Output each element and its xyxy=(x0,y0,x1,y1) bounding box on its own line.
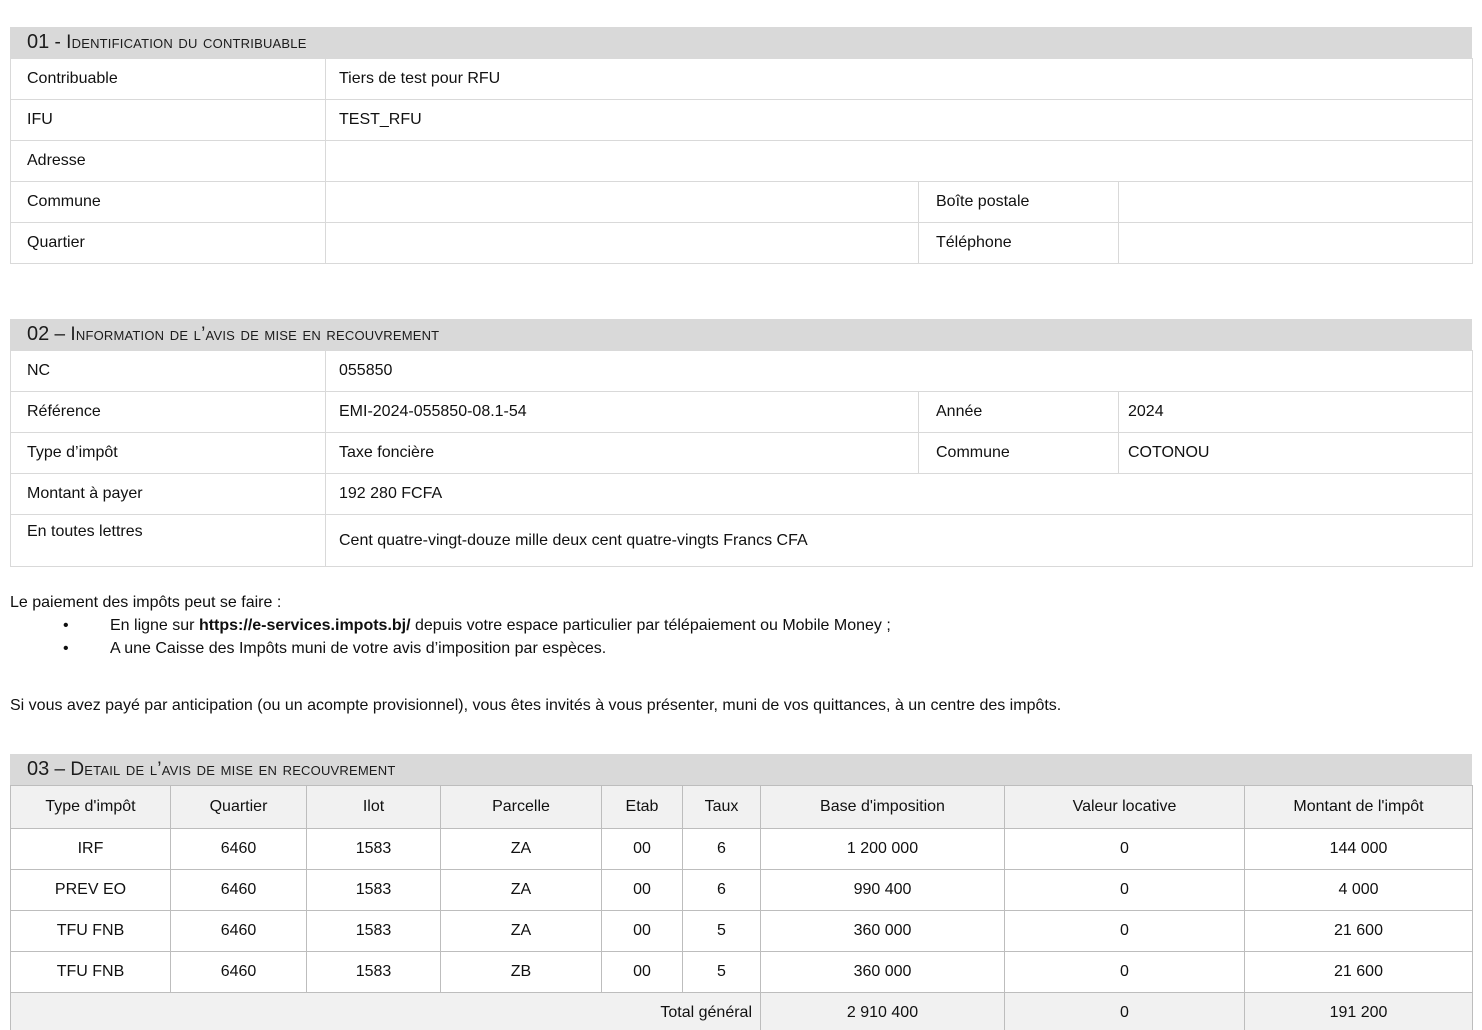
row-reference xyxy=(11,392,1473,433)
section-02-title: Information de l’avis de mise en recouvrement xyxy=(70,324,440,345)
col-header-ilot: Ilot xyxy=(307,786,441,829)
online-payment-pre: En ligne sur xyxy=(110,617,199,634)
payment-intro: Le paiement des impôts peut se faire : xyxy=(10,594,282,611)
section-01-separator: - xyxy=(49,32,67,53)
cell-taux: 5 xyxy=(683,911,761,952)
cell-etab: 00 xyxy=(602,952,683,993)
table-row xyxy=(11,911,1473,952)
cell-base: 990 400 xyxy=(761,870,1005,911)
cell-quartier: 6460 xyxy=(171,911,307,952)
col-header-parcelle: Parcelle xyxy=(441,786,602,829)
reference-value: EMI-2024-055850-08.1-54 xyxy=(326,392,919,433)
list-item-cash-payment xyxy=(10,637,1472,660)
cell-parcelle: ZB xyxy=(441,952,602,993)
cell-base: 360 000 xyxy=(761,952,1005,993)
row-type-impot xyxy=(11,433,1473,474)
section-03-number: 03 xyxy=(27,758,50,780)
section-02-separator: – xyxy=(49,324,71,345)
row-quartier xyxy=(11,223,1473,264)
commune-avis-value: COTONOU xyxy=(1119,433,1473,474)
detail-table-header-row xyxy=(11,786,1473,829)
anticipation-note: Si vous avez payé par anticipation (ou un acompte provisionnel), vous êtes invités à vous présenter, muni de vos quittances, à un centre des impôts. xyxy=(10,697,1062,714)
cell-ilot: 1583 xyxy=(307,952,441,993)
row-nc xyxy=(11,351,1473,392)
cell-etab: 00 xyxy=(602,911,683,952)
cell-etab: 00 xyxy=(602,870,683,911)
cell-taux: 6 xyxy=(683,870,761,911)
quartier-label: Quartier xyxy=(11,223,326,264)
total-base: 2 910 400 xyxy=(761,993,1005,1030)
row-adresse xyxy=(11,141,1473,182)
adresse-value xyxy=(326,141,1473,182)
cell-type-impot: PREV EO xyxy=(11,870,171,911)
cell-ilot: 1583 xyxy=(307,829,441,870)
commune-label: Commune xyxy=(11,182,326,223)
boite-postale-value xyxy=(1119,182,1473,223)
table-row xyxy=(11,952,1473,993)
total-label: Total général xyxy=(11,993,761,1030)
cash-payment-text: A une Caisse des Impôts muni de votre avis d’imposition par espèces. xyxy=(110,640,607,657)
commune-value xyxy=(326,182,919,223)
col-header-type-impot: Type d'impôt xyxy=(11,786,171,829)
section-03-title: Detail de l’avis de mise en recouvrement xyxy=(70,759,396,780)
bullet-icon: • xyxy=(63,617,69,634)
total-row xyxy=(11,993,1473,1030)
cell-quartier: 6460 xyxy=(171,952,307,993)
col-header-taux: Taux xyxy=(683,786,761,829)
contribuable-value: Tiers de test pour RFU xyxy=(326,59,1473,100)
cell-taux: 6 xyxy=(683,829,761,870)
section-03-header xyxy=(10,754,1472,785)
row-en-toutes-lettres xyxy=(11,515,1473,567)
annee-label: Année xyxy=(919,392,1119,433)
cell-valeur-locative: 0 xyxy=(1005,829,1245,870)
col-header-valeur-locative: Valeur locative xyxy=(1005,786,1245,829)
cell-montant: 4 000 xyxy=(1245,870,1473,911)
cell-valeur-locative: 0 xyxy=(1005,911,1245,952)
commune-avis-label: Commune xyxy=(919,433,1119,474)
cell-parcelle: ZA xyxy=(441,870,602,911)
section-01-header xyxy=(10,27,1472,58)
nc-value: 055850 xyxy=(326,351,1473,392)
bullet-icon: • xyxy=(63,640,69,657)
online-payment-text xyxy=(110,614,891,637)
contribuable-label: Contribuable xyxy=(11,59,326,100)
montant-label: Montant à payer xyxy=(11,474,326,515)
total-valeur-locative: 0 xyxy=(1005,993,1245,1030)
col-header-base-imposition: Base d'imposition xyxy=(761,786,1005,829)
cell-type-impot: IRF xyxy=(11,829,171,870)
reference-label: Référence xyxy=(11,392,326,433)
adresse-label: Adresse xyxy=(11,141,326,182)
ifu-value: TEST_RFU xyxy=(326,100,1473,141)
payment-instructions xyxy=(10,591,1472,660)
row-contribuable xyxy=(11,59,1473,100)
cell-ilot: 1583 xyxy=(307,870,441,911)
identification-table xyxy=(10,58,1473,264)
en-toutes-lettres-value: Cent quatre-vingt-douze mille deux cent quatre-vingts Francs CFA xyxy=(326,515,1473,567)
telephone-value xyxy=(1119,223,1473,264)
cell-taux: 5 xyxy=(683,952,761,993)
cell-ilot: 1583 xyxy=(307,911,441,952)
type-impot-value: Taxe foncière xyxy=(326,433,919,474)
section-02-header xyxy=(10,319,1472,350)
row-commune xyxy=(11,182,1473,223)
section-02 xyxy=(10,319,1472,567)
cell-quartier: 6460 xyxy=(171,829,307,870)
col-header-etab: Etab xyxy=(602,786,683,829)
table-row xyxy=(11,870,1473,911)
nc-label: NC xyxy=(11,351,326,392)
col-header-montant-impot: Montant de l'impôt xyxy=(1245,786,1473,829)
cell-montant: 21 600 xyxy=(1245,952,1473,993)
section-03 xyxy=(10,754,1472,1030)
list-item-online-payment xyxy=(10,614,1472,637)
total-montant: 191 200 xyxy=(1245,993,1473,1030)
telephone-label: Téléphone xyxy=(919,223,1119,264)
detail-table xyxy=(10,785,1473,1030)
table-row xyxy=(11,829,1473,870)
row-montant xyxy=(11,474,1473,515)
section-01-number: 01 xyxy=(27,31,50,53)
en-toutes-lettres-label: En toutes lettres xyxy=(11,515,326,567)
payment-url-link[interactable]: https://e-services.impots.bj/ xyxy=(198,617,411,634)
cell-base: 1 200 000 xyxy=(761,829,1005,870)
section-01-title: Identification du contribuable xyxy=(66,32,307,53)
quartier-value xyxy=(326,223,919,264)
row-ifu xyxy=(11,100,1473,141)
boite-postale-label: Boîte postale xyxy=(919,182,1119,223)
ifu-label: IFU xyxy=(11,100,326,141)
cell-montant: 21 600 xyxy=(1245,911,1473,952)
cell-base: 360 000 xyxy=(761,911,1005,952)
type-impot-label: Type d’impôt xyxy=(11,433,326,474)
cell-valeur-locative: 0 xyxy=(1005,952,1245,993)
cell-type-impot: TFU FNB xyxy=(11,952,171,993)
recouvrement-info-table xyxy=(10,350,1473,567)
col-header-quartier: Quartier xyxy=(171,786,307,829)
cell-quartier: 6460 xyxy=(171,870,307,911)
cell-montant: 144 000 xyxy=(1245,829,1473,870)
section-02-number: 02 xyxy=(27,323,50,345)
annee-value: 2024 xyxy=(1119,392,1473,433)
online-payment-post: depuis votre espace particulier par télépaiement ou Mobile Money ; xyxy=(410,617,891,634)
cell-etab: 00 xyxy=(602,829,683,870)
section-03-separator: – xyxy=(49,759,71,780)
cell-type-impot: TFU FNB xyxy=(11,911,171,952)
cell-valeur-locative: 0 xyxy=(1005,870,1245,911)
cell-parcelle: ZA xyxy=(441,829,602,870)
montant-value: 192 280 FCFA xyxy=(326,474,1473,515)
cell-parcelle: ZA xyxy=(441,911,602,952)
